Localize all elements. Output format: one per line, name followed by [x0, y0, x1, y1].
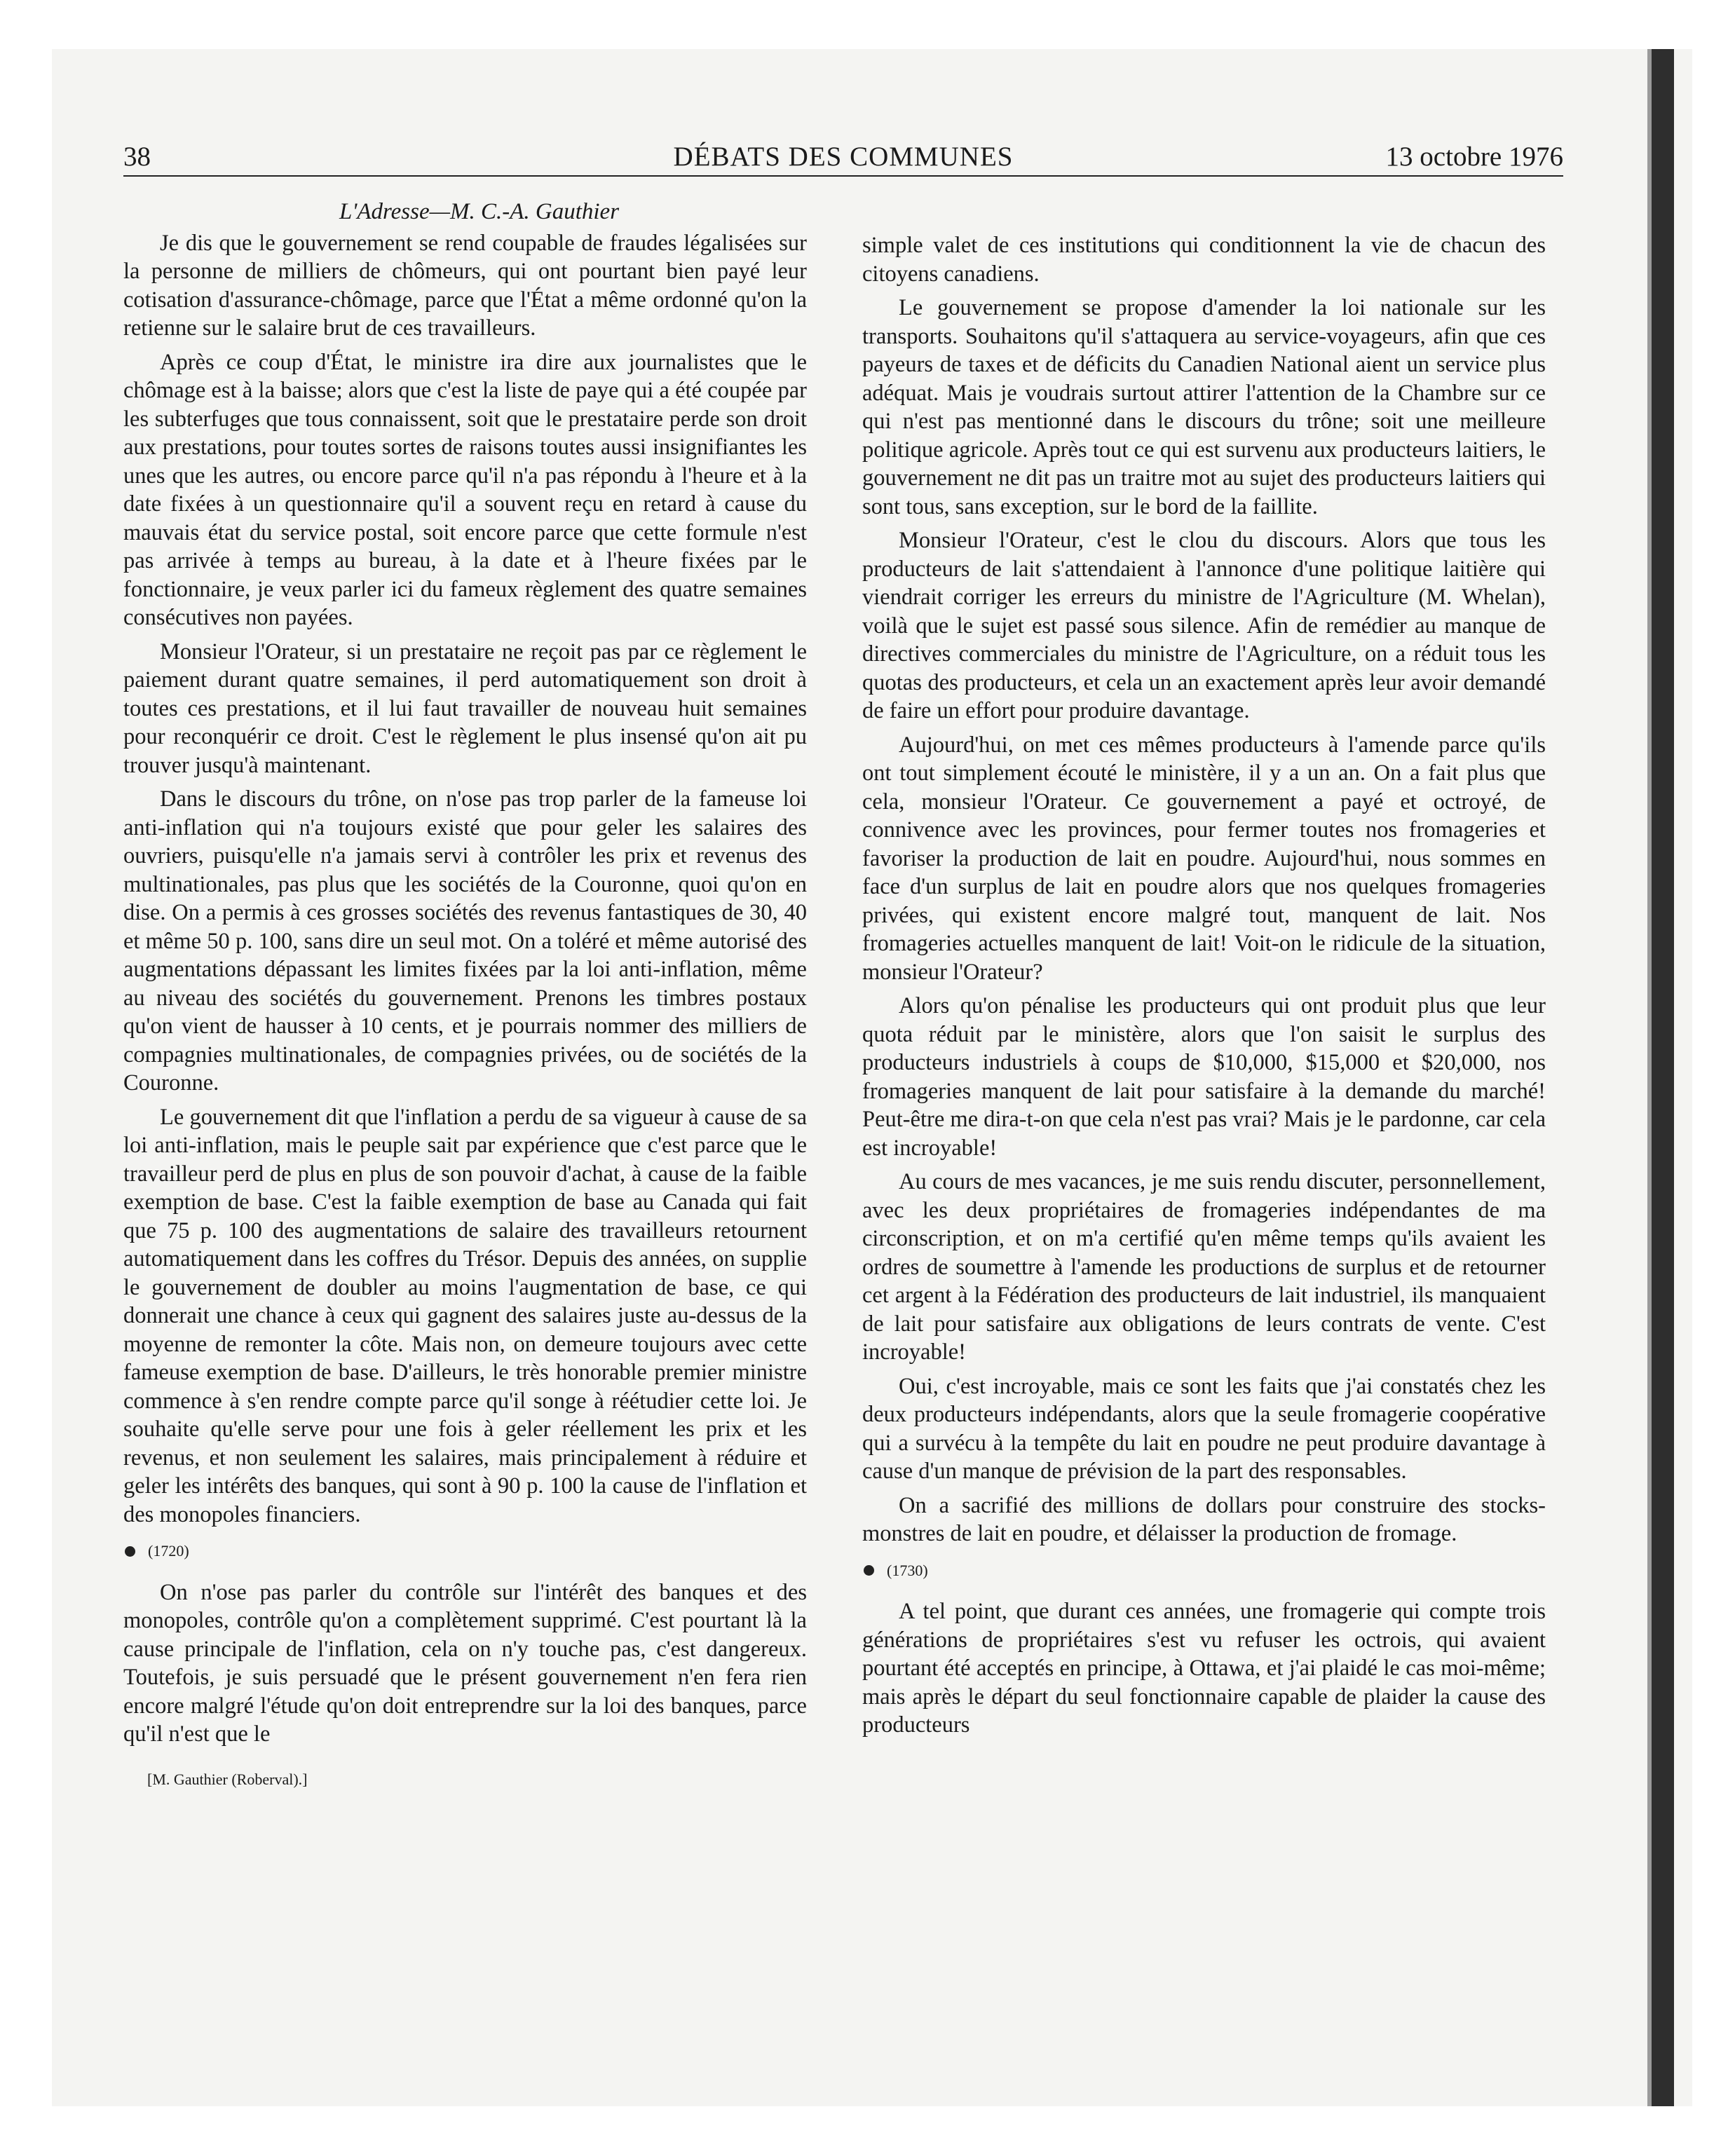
paragraph: Le gouvernement se propose d'amender la loi nationale sur les transports. Souhaitons qu'il s'attaquera au service-voyageurs, afin que ces payeurs de taxes et de déficits du Canadien National aient un service plus adéquat. Mais je voudrais surtout attirer l'attention de la Chambre sur ce qui n'est pas mentionné dans le discours du trône; soit une meilleure politique agricole. Après tout ce qui est survenu aux producteurs laitiers, le gouvernement ne dit pas un traitre mot au sujet des producteurs laitiers qui sont tous, sans exception, sur le bord de la faillite. [862, 295, 1546, 519]
paragraph: Aujourd'hui, on met ces mêmes producteurs à l'amende parce qu'ils ont tout simplement écouté le ministère, il y a un an. On a fait plus que cela, monsieur l'Orateur. Ce gouvernement a payé et octroyé, de connivence avec les provinces, pour fermer toutes nos fromageries et favoriser la production de lait en poudre. Aujourd'hui, nous sommes en face d'un surplus de lait en poudre alors que nos quelques fromageries privées, qui existent encore malgré tout, manquent de lait. Nos fromageries actuelles manquent de lait! Voit-on le ridicule de la situation, monsieur l'Orateur? [862, 732, 1546, 985]
paragraph-continued: simple valet de ces institutions qui conditionnent la vie de chacun des citoyens canadiens. [862, 233, 1546, 287]
paragraph: Le gouvernement dit que l'inflation a perdu de sa vigueur à cause de sa loi anti-inflation, mais le peuple sait par expérience que c'est parce que le travailleur perd de plus en plus de son pouvoir d'achat, à cause de la faible exemption de base. C'est la faible exemption de base au Canada qui fait que 75 p. 100 des augmentations de salaire des travailleurs retournent automatiquement dans les coffres du Trésor. Depuis des années, on supplie le gouvernement de doubler au moins l'augmentation de base, ce qui donnerait une chance à ceux qui gagnent des salaires juste au-dessus de la moyenne de remonter la côte. Mais non, on demeure toujours avec cette fameuse exemption de base. D'ailleurs, le très honorable premier ministre commence à s'en rendre compte parce qu'il songe à réétudier cette loi. Je souhaite qu'elle serve pour une fois à geler réellement les prix et les revenus, et non seulement les salaires, mais principalement à réduire et geler les intérêts des banques, qui sont à 90 p. 100 la cause de l'inflation et des monopoles financiers. [123, 1104, 807, 1527]
paragraph: On n'ose pas parler du contrôle sur l'intérêt des banques et des monopoles, contrôle qu'on a complètement supprimé. C'est pourtant là la cause principale de l'inflation, cela on n'y touche pas, c'est dangereux. Toutefois, je suis persuadé que le présent gouvernement n'en fera rien encore malgré l'étude qu'on doit entreprendre sur la loi des banques, parce qu'il n'est que le [123, 1579, 807, 1747]
publication-title: DÉBATS DES COMMUNES [673, 142, 1014, 172]
paragraph: Dans le discours du trône, on n'ose pas trop parler de la fameuse loi anti-inflation qui n'a toujours existé que pour geler les salaires des ouvriers, puisqu'elle n'a jamais servi à contrôler les prix et revenus des multinationales, pas plus que les sociétés de la Couronne, quoi qu'on en dise. On a permis à ces grosses sociétés des revenus fantastiques de 30, 40 et même 50 p. 100, sans dire un seul mot. On a toléré et même autorisé des augmentations dépassant les limites fixées par la loi anti-inflation, même au niveau des sociétés du gouvernement. Prenons les timbres postaux qu'on vient de hausser à 10 cents, et je pourrais nommer des milliers de compagnies multinationales, de compagnies privées, ou de sociétés de la Couronne. [123, 786, 807, 1096]
running-header [123, 137, 1563, 177]
issue-date: 13 octobre 1976 [1385, 142, 1563, 172]
right-column [862, 231, 1546, 1745]
section-subheading: L'Adresse—M. C.-A. Gauthier [339, 199, 620, 224]
paragraph: Oui, c'est incroyable, mais ce sont les faits que j'ai constatés chez les deux producteurs indépendants, alors que la seule fromagerie coopérative qui a survécu à la tempête du lait en poudre ne peut produire davantage à cause d'un manque de prévision de la part des responsables. [862, 1373, 1546, 1484]
page-number: 38 [123, 142, 151, 172]
bullet-dot-icon [125, 1546, 135, 1557]
header-rule [123, 175, 1563, 177]
scan-binding-edge [1652, 49, 1674, 2106]
paragraph: Alors qu'on pénalise les producteurs qui ont produit plus que leur quota réduit par le ministère, alors que l'on saisit le surplus des producteurs industriels à coups de $10,000, $15,000 et $20,000, nos fromageries manquent de lait pour satisfaire à la demande du marché! Peut-être me dira-t-on que cela n'est pas vrai? Mais je le pardonne, car cela est incroyable! [862, 993, 1546, 1161]
speaker-note: [M. Gauthier (Roberval).] [147, 1770, 308, 1788]
left-column [123, 198, 807, 1794]
time-marker [864, 1557, 1546, 1585]
paragraph: Monsieur l'Orateur, si un prestataire ne reçoit pas par ce règlement le paiement durant quatre semaines, il perd automatiquement son droit à toutes ces prestations, et il lui faut travailler de nouveau huit semaines pour reconquérir ce droit. C'est le règlement le plus insensé qu'on ait pu trouver jusqu'à maintenant. [123, 639, 807, 778]
paragraph: Monsieur l'Orateur, c'est le clou du discours. Alors que tous les producteurs de lait s'attendaient à l'annonce d'une politique laitière qui viendrait corriger les erreurs du ministre de l'Agriculture (M. Whelan), voilà que le sujet est passé sous silence. Afin de remédier au manque de directives commerciales du ministre de l'Agriculture, on a réduit tous les quotas des producteurs, et cela un an exactement après leur avoir demandé de faire un effort pour produire davantage. [862, 528, 1546, 723]
bullet-dot-icon [864, 1565, 874, 1576]
paragraph: A tel point, que durant ces années, une fromagerie qui compte trois générations de propriétaires s'est vu refuser les octrois, qui avaient pourtant été acceptés en principe, à Ottawa, et j'ai plaidé le cas moi-même; mais après le départ du seul fonctionnaire capable de plaider la cause des producteurs [862, 1599, 1546, 1738]
paragraph: Après ce coup d'État, le ministre ira dire aux journalistes que le chômage est à la baisse; alors que c'est la liste de paye qui a été coupée par les subterfuges que tous connaissent, soit que le prestataire perde son droit aux prestations, pour toutes sortes de raisons toutes aussi insignifiantes les unes que les autres, ou encore parce qu'il n'a pas répondu à l'heure et à la date fixées à un questionnaire qu'il a souvent reçu en retard à cause du mauvais état du service postal, soit encore parce que cette formule n'est pas arrivée à temps au bureau, à la date et à l'heure fixées par le fonctionnaire, je veux parler ici du fameux règlement des quatre semaines consécutives non payées. [123, 349, 807, 630]
time-marker-label: (1720) [148, 1542, 189, 1560]
time-marker [125, 1537, 807, 1566]
paragraph: Je dis que le gouvernement se rend coupable de fraudes légalisées sur la personne de milliers de chômeurs, qui ont pourtant bien payé leur cotisation d'assurance-chômage, parce que l'État a même ordonné qu'on la retienne sur le salaire brut de ces travailleurs. [123, 230, 807, 341]
time-marker-label: (1730) [887, 1561, 928, 1579]
paragraph: Au cours de mes vacances, je me suis rendu discuter, personnellement, avec les deux propriétaires de fromageries indépendantes de ma circonscription, et on m'a certifié qu'en même temps qu'ils avaient les ordres de soumettre à l'amende les productions de surplus et de retourner cet argent à la Fédération des producteurs de lait industriel, ils manquaient de lait pour satisfaire aux obligations de leurs contrats de vente. C'est incroyable! [862, 1169, 1546, 1365]
paragraph: On a sacrifié des millions de dollars pour construire des stocks-monstres de lait en poudre, et délaisser la production de fromage. [862, 1492, 1546, 1546]
